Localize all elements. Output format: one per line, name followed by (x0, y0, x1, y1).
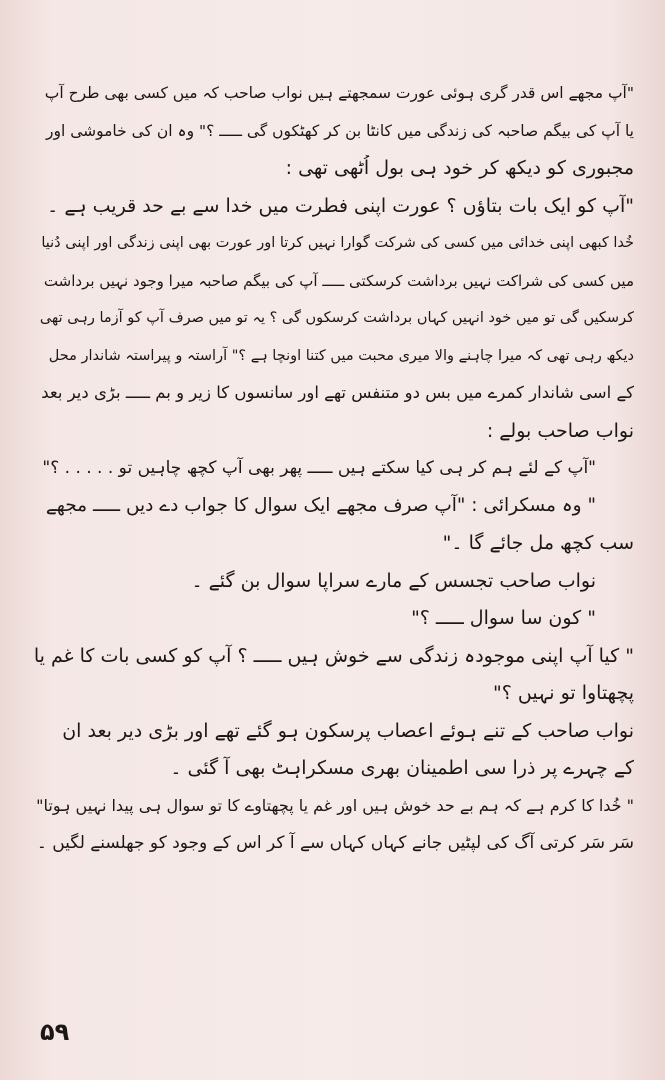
text-line: نواب صاحب بولے : (486, 419, 634, 442)
text-line: خُدا کبھی اپنی خدائی میں کسی کی شرکت گوارا نہیں کرتا اور عورت بھی اپنی زندگی اور اپنی دُنیا (41, 235, 634, 251)
text-line: سب کچھ مل جائے گا ۔" (442, 532, 634, 554)
text-line: کے اسی شاندار کمرے میں بس دو متنفس تھے اور سانسوں کا زیر و بم ـــــ بڑی دیر بعد (41, 383, 634, 402)
text-line: نواب صاحب کے تنے ہوئے اعصاب پرسکون ہو گئے تھے اور بڑی دیر بعد ان (62, 719, 634, 742)
text-line: کے چہرے پر ذرا سی اطمینان بھری مسکراہٹ بھی آ گئی ۔ (170, 757, 634, 779)
text-line: " خُدا کا کرم ہے کہ ہم بے حد خوش ہیں اور غم یا پچھتاوے کا تو سوال ہی پیدا نہیں ہوتا" (36, 795, 634, 815)
text-line: " کیا آپ اپنی موجودہ زندگی سے خوش ہیں ـــــ ؟ آپ کو کسی بات کا غم یا (34, 644, 634, 667)
text-line: "آپ مجھے اس قدر گری ہوئی عورت سمجھتے ہیں نواب صاحب کہ میں کسی بھی طرح آپ (44, 84, 634, 102)
text-line: " کون سا سوال ـــــ ؟" (411, 607, 596, 629)
page-body-text (34, 80, 634, 868)
text-line: " وہ مسکرائی : "آپ صرف مجھے ایک سوال کا جواب دے دیں ـــــ مجھے (45, 494, 596, 516)
text-line: نواب صاحب تجسس کے مارے سراپا سوال بن گئے ۔ (191, 569, 596, 592)
text-line: یا آپ کی بیگم صاحبہ کی زندگی میں کانٹا بن کر کھٹکوں گی ـــــ ؟" وہ ان کی خاموشی اور (46, 121, 634, 140)
text-line: دیکھ رہی تھی کہ میرا چاہنے والا میری محبت میں کتنا اونچا ہے ؟" آراستہ و پیراستہ شاندار محل (48, 347, 634, 364)
text-line: میں کسی کی شراکت نہیں برداشت کرسکتی ـــــ آپ کی بیگم صاحبہ میرا وجود نہیں برداشت (43, 271, 634, 290)
text-line: مجبوری کو دیکھ کر خود ہی بول اُٹھی تھی : (285, 157, 634, 179)
text-line: "آپ کے لئے ہم کر ہی کیا سکتے ہیں ـــــ پھر بھی آپ کچھ چاہیں تو . . . . . ؟" (42, 458, 596, 478)
text-line: پچھتاوا تو نہیں ؟" (493, 682, 634, 704)
text-line: کرسکیں گی تو میں خود انہیں کہاں برداشت کرسکوں گی ؟ یہ تو میں صرف آپ کو آزما رہی تھی (39, 310, 634, 326)
text-line: "آپ کو ایک بات بتاؤں ؟ عورت اپنی فطرت میں خدا سے بے حد قریب ہے ۔ (47, 194, 634, 217)
page-number: ۵۹ (40, 1018, 70, 1046)
text-line: سَر سَر کرتی آگ کی لپٹیں جانے کہاں کہاں سے آ کر اس کے وجود کو جھلسنے لگیں ۔ (36, 833, 634, 853)
